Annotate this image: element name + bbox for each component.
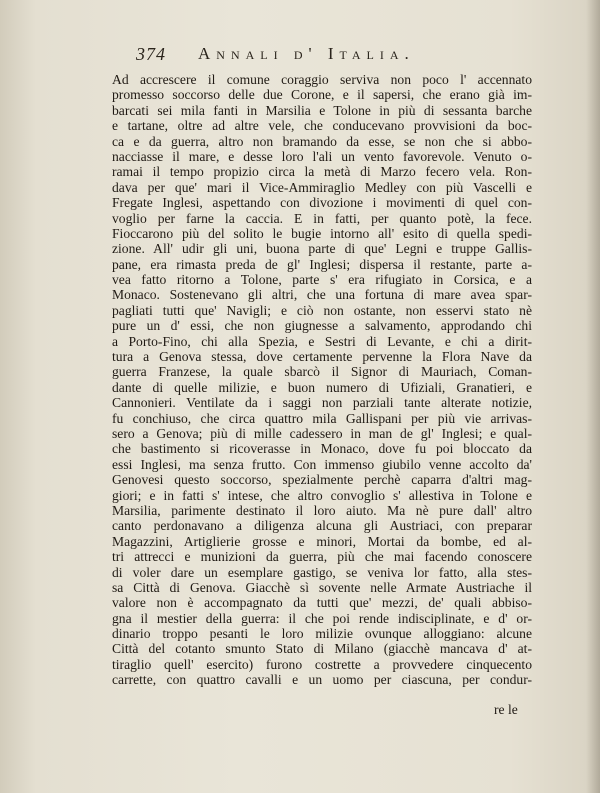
text-line: essi Inglesi, ma senza frutto. Con immenso giubilo venne accolto da' bbox=[112, 456, 532, 472]
text-line: pagliati tutti que' Navigli; e ciò non ostante, non esservi stato nè bbox=[112, 302, 532, 318]
running-title: Annali d' Italia. bbox=[198, 44, 415, 63]
text-line: Cannonieri. Ventilate da i saggi non parziali tante alterate notizie, bbox=[112, 395, 532, 411]
text-line: canto perdonavano a diligenza alcuna gli Austriaci, con preparar bbox=[112, 518, 532, 534]
text-line: Marsilia, parimente destinato il loro aiuto. Ma nè pure dall' altro bbox=[112, 502, 532, 518]
text-line: pure un d' essi, che non giugnesse a salvamento, approdando chi bbox=[112, 318, 532, 334]
text-line: fu conchiuso, che circa quattro mila Gallispani per più vie arrivas- bbox=[112, 410, 532, 426]
text-line: barcati sei mila fanti in Marsilia e Tolone in più di sessanta barche bbox=[112, 102, 532, 118]
text-line: dinario troppo pesanti le loro milizie ovunque alloggiano: alcune bbox=[112, 626, 532, 642]
text-line: zione. All' udir gli uni, buona parte di que' Legni e truppe Gallis- bbox=[112, 241, 532, 257]
text-line: promesso soccorso delle due Corone, e il sapersi, che erano già im- bbox=[112, 87, 532, 103]
text-line: Magazzini, Artiglierie grosse e minori, Mortai da bombe, ed al- bbox=[112, 533, 532, 549]
text-line: giori; e in fatti s' intese, che altro convoglio s' allestiva in Tolone e bbox=[112, 487, 532, 503]
text-line: carrette, con quattro cavalli e un uomo per ciascuna, per condur- bbox=[112, 672, 532, 688]
catchword: re le bbox=[494, 702, 518, 717]
text-line: Fioccarono più del solito le bugie intorno all' esito di quella spedi- bbox=[112, 225, 532, 241]
text-line: Ad accrescere il comune coraggio serviva non poco l' accennato bbox=[112, 72, 532, 87]
text-line: guerra Franzese, la quale sbarcò il Signor di Mauriach, Coman- bbox=[112, 364, 532, 380]
text-line: sero a Genova; più di mille cadessero in man de gl' Inglesi; e qual- bbox=[112, 425, 532, 441]
text-line: ca e da guerra, altro non bramando da esse, se non che si abbo- bbox=[112, 133, 532, 149]
text-line: gna il mestier della guerra: il che poi rende indisciplinate, e d' or- bbox=[112, 610, 532, 626]
text-line: a Porto-Fino, chi alla Spezia, e Sestri di Levante, e chi a dirit- bbox=[112, 333, 532, 349]
text-line: Città del cotanto smunto Stato di Milano (giacchè mancava d' at- bbox=[112, 641, 532, 657]
body-text bbox=[112, 72, 532, 688]
text-line: valore non è accompagnato da tutti que' mezzi, de' quali abbiso- bbox=[112, 595, 532, 611]
page-header bbox=[136, 44, 516, 66]
text-line: Genovesi questo soccorso, spezialmente perchè caparra d'altri mag- bbox=[112, 472, 532, 488]
text-line: Monaco. Sostenevano gli altri, che una fortuna di mare avea spar- bbox=[112, 287, 532, 303]
text-line: e tartane, oltre ad altre vele, che conducevano provvisioni da boc- bbox=[112, 118, 532, 134]
text-line: ramai il tempo propizio circa la metà di Marzo fecero vela. Ron- bbox=[112, 164, 532, 180]
text-line: che bastimento si ricoverasse in Monaco, dove fu poi bloccato da bbox=[112, 441, 532, 457]
text-line: dante di quelle milizie, e buon numero di Ufiziali, Granatieri, e bbox=[112, 379, 532, 395]
text-line: Fregate Inglesi, aspettando con divozione i movimenti di quel con- bbox=[112, 195, 532, 211]
text-line: tiraglio quell' esercito) furono costrette a provvedere cinquecento bbox=[112, 656, 532, 672]
text-line: nacciasse il mare, e desse loro l'ali un vento favorevole. Venuto o- bbox=[112, 148, 532, 164]
text-line: pane, era rimasta preda de gl' Inglesi; dispersa il restante, parte a- bbox=[112, 256, 532, 272]
text-line: vea fatto ritorno a Tolone, parte s' era rifugiato in Corsica, e a bbox=[112, 272, 532, 288]
text-line: voglio per farne la caccia. E in fatti, per quanto potè, la fece. bbox=[112, 210, 532, 226]
text-line: sa Città di Genova. Giacchè sì sovente nelle Armate Austriache il bbox=[112, 579, 532, 595]
text-line: tri attrecci e munizioni da guerra, più che mai facendo conoscere bbox=[112, 549, 532, 565]
text-line: di voler dare un esemplare gastigo, se veniva lor fatto, alla stes- bbox=[112, 564, 532, 580]
page-edge-shadow bbox=[586, 0, 600, 793]
text-line: tura a Genova stessa, dove certamente pervenne la Flora Nave da bbox=[112, 349, 532, 365]
text-line: dava per que' mari il Vice-Ammiraglio Medley con più Vascelli e bbox=[112, 179, 532, 195]
page-number: 374 bbox=[136, 44, 166, 64]
